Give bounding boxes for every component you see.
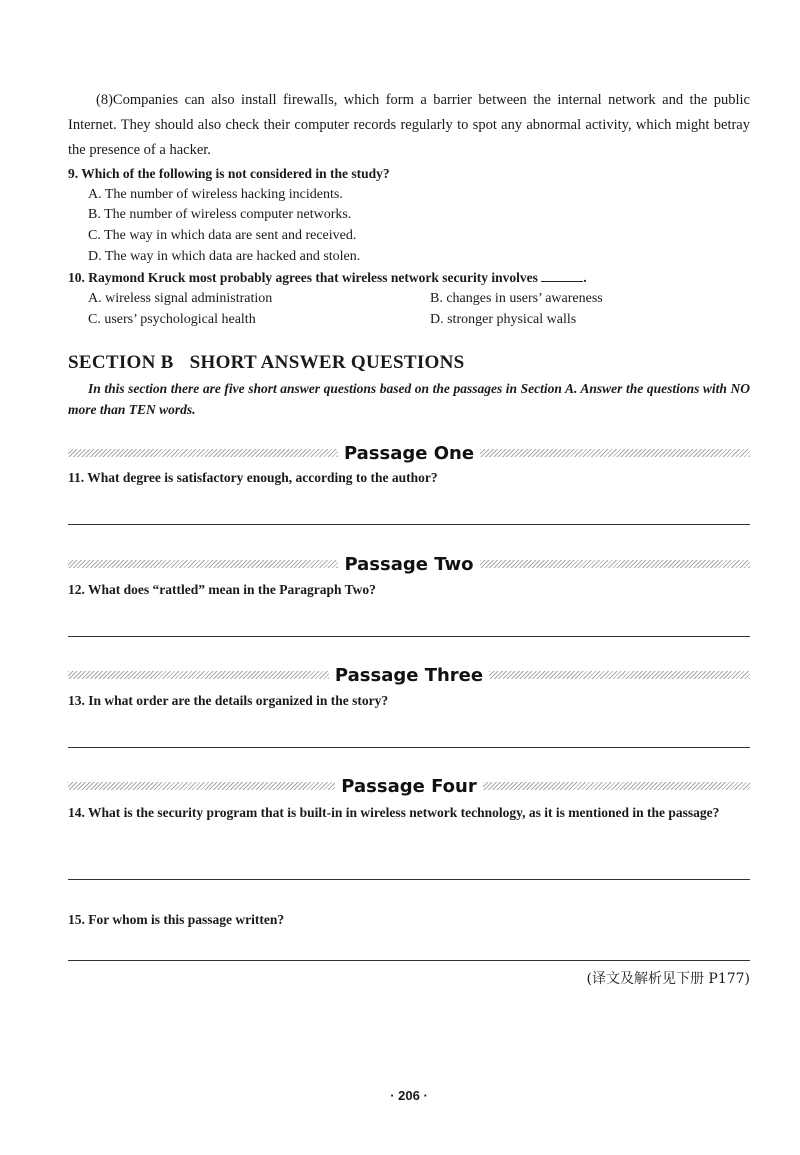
question-15: 15. For whom is this passage written? <box>68 912 285 927</box>
passage-one-banner <box>68 441 750 465</box>
passage-title: Passage Two <box>344 553 474 575</box>
question-10-stem: 10. Raymond Kruck most probably agrees that wireless network security involves <box>68 270 538 285</box>
question-13: 13. In what order are the details organized in the story? <box>68 693 389 708</box>
banner-stripe <box>68 449 338 457</box>
banner-stripe <box>489 671 750 679</box>
paragraph-8: (8)Companies can also install firewalls, which form a barrier between the internal network and the public Internet. They should also check their computer records regularly to spot any abnormal activity, which might betray the presence of a hacker. <box>68 92 750 158</box>
question-14: 14. What is the security program that is built-in in wireless network technology, as it is mentioned in the passage? <box>68 805 720 820</box>
section-b-heading <box>68 352 465 374</box>
question-11: 11. What degree is satisfactory enough, according to the author? <box>68 470 438 485</box>
banner-stripe <box>480 449 750 457</box>
banner-stripe <box>480 560 750 568</box>
translation-reference-note: (译文及解析见下册 P177) <box>586 971 750 987</box>
question-10 <box>68 268 750 288</box>
passage-title: Passage Four <box>341 775 477 797</box>
q10-option-d: D. stronger physical walls <box>430 312 577 327</box>
question-10-period: . <box>583 270 587 285</box>
section-title: SHORT ANSWER QUESTIONS <box>189 352 465 373</box>
passage-title: Passage Three <box>334 664 484 686</box>
passage-title: Passage One <box>343 442 475 464</box>
passage-two-banner <box>68 552 750 576</box>
banner-stripe <box>68 782 335 790</box>
q10-option-c: C. users’ psychological health <box>88 312 256 327</box>
banner-stripe <box>68 560 338 568</box>
q9-option-a: A. The number of wireless hacking incidents. <box>88 187 343 202</box>
answer-line <box>68 747 750 748</box>
passage-four-banner <box>68 774 750 798</box>
banner-stripe <box>483 782 750 790</box>
q10-option-a: A. wireless signal administration <box>88 291 273 306</box>
answer-line <box>68 524 750 525</box>
question-9: 9. Which of the following is not considered in the study? <box>68 166 390 181</box>
passage-three-banner <box>68 663 750 687</box>
section-label: SECTION B <box>68 352 174 373</box>
section-instructions: In this section there are five short answer questions based on the passages in Section A. Answer the questions with NO more than TEN words. <box>68 381 750 417</box>
q9-option-c: C. The way in which data are sent and received. <box>88 228 357 243</box>
question-12: 12. What does “rattled” mean in the Paragraph Two? <box>68 582 376 597</box>
q9-option-b: B. The number of wireless computer networks. <box>88 207 352 222</box>
answer-blank <box>541 269 583 282</box>
banner-stripe <box>68 671 329 679</box>
q10-option-b: B. changes in users’ awareness <box>430 291 603 306</box>
page-number: · 206 · <box>390 1088 428 1103</box>
answer-line <box>68 636 750 637</box>
answer-line <box>68 879 750 880</box>
q9-option-d: D. The way in which data are hacked and stolen. <box>88 249 361 264</box>
answer-line <box>68 960 750 961</box>
